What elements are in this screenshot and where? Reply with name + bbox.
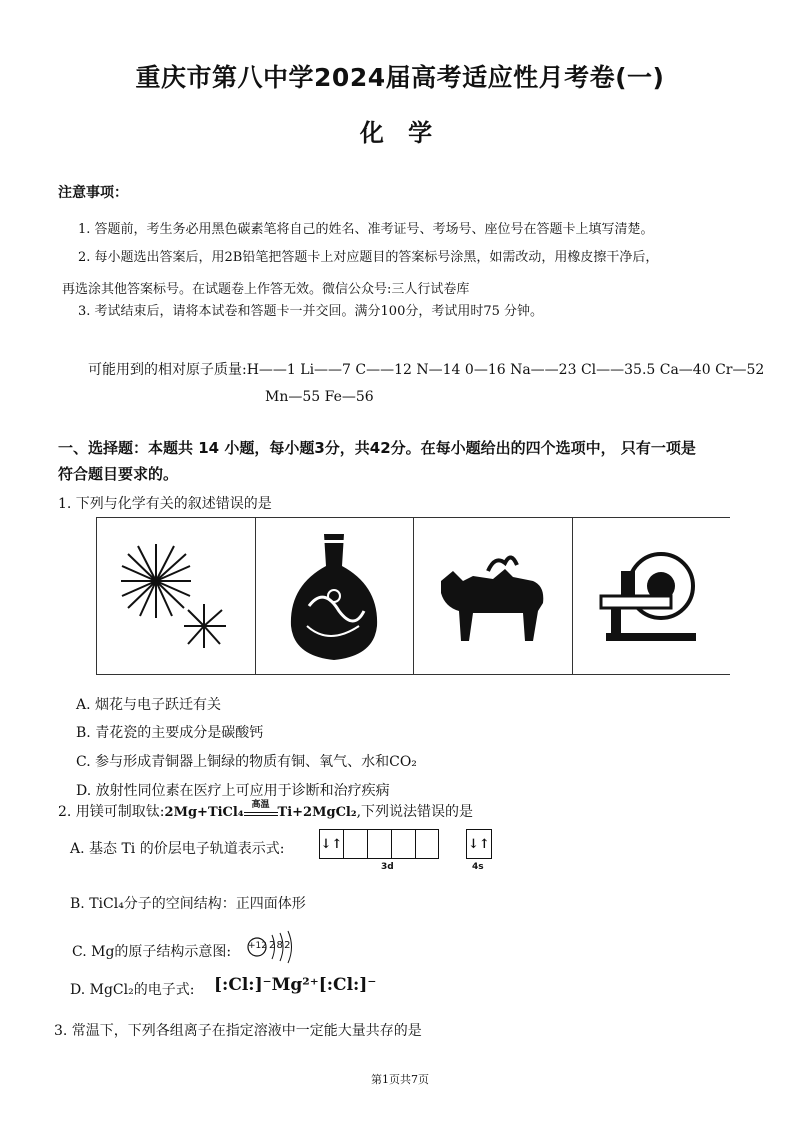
notice-item-2: 2. 每小题选出答案后，用2B铅笔把答题卡上对应题目的答案标号涂黑，如需改动，用橡皮擦干净后， (78, 250, 659, 265)
image-cell-fireworks (97, 518, 256, 674)
section-heading-cont: 符合题目要求的。 (58, 465, 179, 483)
atomic-mass-line-2: Mn—55 Fe—56 (265, 389, 374, 405)
notice-item-1: 1. 答题前，考生务必用黑色碳素笔将自己的姓名、准考证号、考场号、座位号在答题卡上填写清楚。 (78, 222, 654, 237)
bronze-ox-icon (433, 541, 553, 651)
reaction-condition: 高温 (251, 800, 270, 810)
orbital-3d-box: ↓↑ (319, 829, 343, 859)
orbital-3d-box (391, 829, 415, 859)
question-2-suffix: ,下列说法错误的是 (356, 804, 474, 820)
image-cell-vase (256, 518, 415, 674)
ct-scanner-icon (591, 541, 711, 651)
mg-atomic-structure-diagram (246, 930, 306, 964)
orbital-3d-box (367, 829, 391, 859)
mgcl2-electron-formula: [:Cl:]⁻Mg²⁺[:Cl:]⁻ (214, 975, 377, 995)
section-heading: 一、选择题：本题共 14 小题，每小题3分，共42分。在每小题给出的四个选项中， 只有一项是 (58, 439, 696, 457)
question-2-option-a: A. 基态 Ti 的价层电子轨道表示式: (70, 841, 285, 857)
image-cell-ct (573, 518, 731, 674)
question-1-option-d: D. 放射性同位素在医疗上可应用于诊断和治疗疾病 (76, 783, 390, 799)
question-2-prefix: 2. 用镁可制取钛: (58, 804, 165, 820)
question-3-stem: 3. 常温下，下列各组离子在指定溶液中一定能大量共存的是 (54, 1023, 422, 1039)
question-1-stem: 1. 下列与化学有关的叙述错误的是 (58, 496, 272, 512)
reaction-arrow (244, 800, 278, 816)
page-number: 第1页共7页 (371, 1073, 429, 1086)
question-1-image-row (96, 517, 730, 675)
question-1-option-c: C. 参与形成青铜器上铜绿的物质有铜、氧气、水和CO₂ (76, 754, 417, 770)
image-cell-bronze (414, 518, 573, 674)
notice-item-2-cont: 再选涂其他答案标号。在试题卷上作答无效。微信公众号:三人行试卷库 (62, 282, 470, 297)
equals-line (244, 812, 278, 816)
question-2-option-b: B. TiCl₄分子的空间结构：正四面体形 (70, 896, 306, 912)
notice-heading: 注意事项： (58, 185, 128, 201)
atomic-mass-line-1: 可能用到的相对原子质量:H——1 Li——7 C——12 N—14 0—16 Na——23 Cl——35.5 Ca—40 Cr—52 (88, 362, 765, 378)
orbital-3d-box (415, 829, 439, 859)
orbital-3d-diagram (319, 829, 439, 859)
notice-item-3: 3. 考试结束后，请将本试卷和答题卡一并交回。满分100分，考试用时75 分钟。 (78, 304, 544, 319)
orbital-4s-label: 4s (472, 862, 484, 872)
orbital-4s-box: ↓↑ (466, 829, 492, 859)
question-2-option-c: C. Mg的原子结构示意图: (72, 944, 232, 960)
question-1-option-a: A. 烟花与电子跃迁有关 (76, 697, 222, 713)
question-1-option-b: B. 青花瓷的主要成分是碳酸钙 (76, 725, 264, 741)
equation-right: Ti+2MgCl₂ (277, 805, 357, 820)
fireworks-icon (116, 536, 236, 656)
question-2-stem (58, 801, 473, 821)
mg-nucleus: +12 (248, 941, 267, 951)
mg-shell-counts: 2 8 2 (269, 940, 290, 951)
question-2-option-d: D. MgCl₂的电子式: (70, 982, 195, 998)
subject-title: 化 学 (359, 119, 441, 147)
equation-left: 2Mg+TiCl₄ (164, 805, 244, 820)
porcelain-vase-icon (279, 526, 389, 666)
orbital-3d-box (343, 829, 367, 859)
exam-title: 重庆市第八中学2024届高考适应性月考卷(一) (135, 63, 665, 92)
orbital-3d-label: 3d (381, 862, 394, 872)
